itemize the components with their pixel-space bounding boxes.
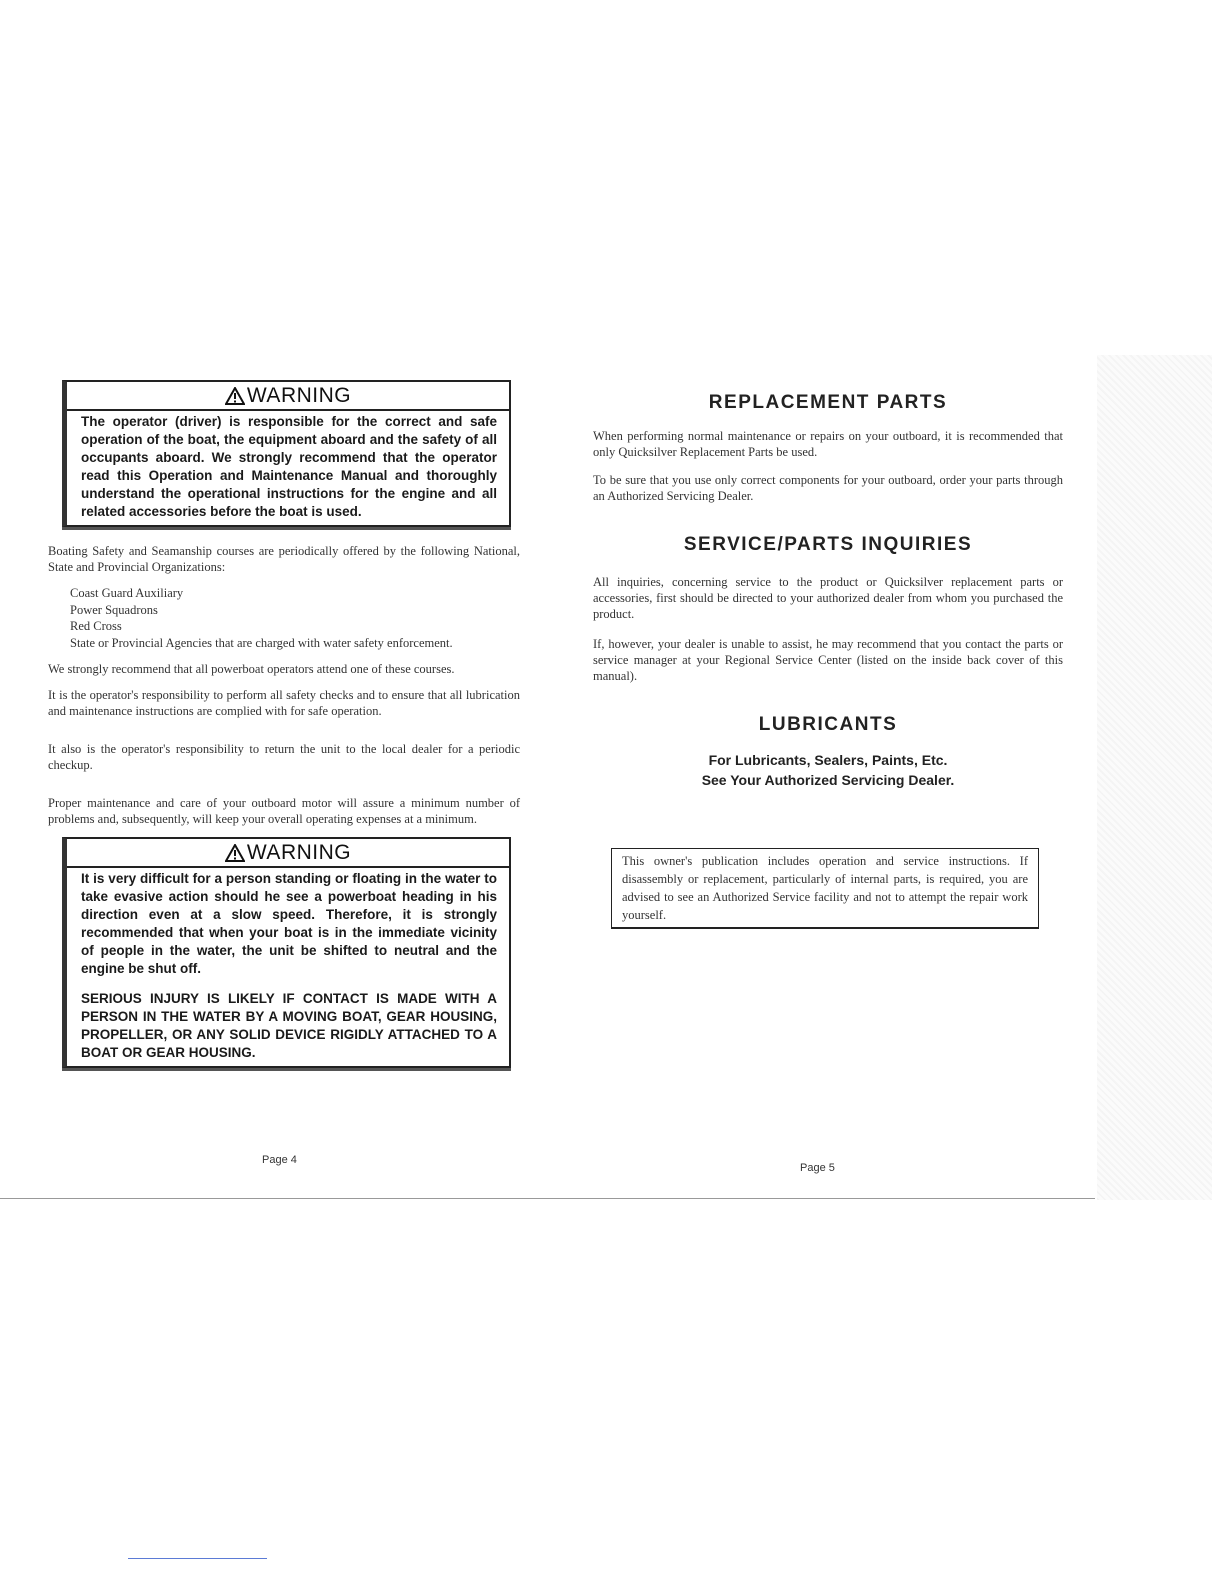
warning-text: It is very difficult for a person standing or floating in the water to take evasive action should he see a powerboat heading in his direction even at a slow speed. Therefore, it is strongly recommended that when your boat is in the immediate vicinity of people in the water, the unit be shifted to neutral and the engine be shut off. SERIOUS INJURY IS LIKELY IF CONTACT IS MADE WITH A PERSON IN THE WATER BY A MOVING BOAT, GEAR HOUSING, PROPELLER, OR ANY SOLID DEVICE RIGIDLY ATTACHED TO A BOAT OR GEAR HOUSING. (81, 871, 497, 1060)
list-item: Coast Guard Auxiliary (70, 586, 184, 600)
list-item: Power Squadrons (70, 602, 158, 617)
warning-box-operator (62, 380, 511, 527)
replacement-paragraph-2: To be sure that you use only correct components for your outboard, order your parts through an Authorized Servicing Dealer. (593, 473, 1063, 503)
inquiries-paragraph-1: All inquiries, concerning service to the product or Quicksilver replacement parts or accessories, first should be directed to your authorized dealer from whom you purchased the product. (593, 575, 1063, 621)
maintenance-paragraph: Proper maintenance and care of your outboard motor will assure a minimum number of problems and, subsequently, will keep your overall operating expenses at a minimum. (48, 796, 520, 826)
lubricants-heading: LUBRICANTS (758, 714, 898, 735)
inquiries-paragraph-2: If, however, your dealer is unable to assist, he may recommend that you contact the parts or service manager at your Regional Service Center (listed on the inside back cover of this manual). (593, 637, 1063, 683)
courses-intro: Boating Safety and Seamanship courses are periodically offered by the following National, State and Provincial Organizations: (48, 544, 520, 574)
warning-triangle-icon (225, 387, 245, 405)
right-page (593, 380, 1063, 929)
page-number-left: Page 4 (262, 1154, 297, 1166)
service-notice-box: This owner's publication includes operation and service instructions. If disassembly or replacement, particularly of internal parts, is required, you are advised to see an Authorized Service facility and not to attempt the repair work yourself. (611, 848, 1039, 929)
warning-text: The operator (driver) is responsible for the correct and safe operation of the boat, the equipment aboard and the safety of all occupants aboard. We strongly recommend that the operator read this Operation and Maintenance Manual and thoroughly understand the operational instructions for the engine and all related accessories before the boat is used. (81, 414, 497, 519)
warning-title: WARNING (67, 839, 509, 868)
bottom-mark-line (128, 1558, 267, 1559)
organizations-list (70, 585, 520, 651)
left-page (48, 380, 520, 1068)
replacement-parts-heading: REPLACEMENT PARTS (708, 392, 948, 413)
recommend-paragraph: We strongly recommend that all powerboat operators attend one of these courses. (48, 662, 455, 676)
page-number-right: Page 5 (800, 1162, 835, 1174)
warning-box-swimmers (62, 837, 511, 1068)
checkup-paragraph: It also is the operator's responsibility to return the unit to the local dealer for a periodic checkup. (48, 742, 520, 772)
replacement-paragraph-1: When performing normal maintenance or repairs on your outboard, it is recommended that only Quicksilver Replacement Parts be used. (593, 429, 1063, 459)
warning-triangle-icon (225, 844, 245, 862)
service-inquiries-heading: SERVICE/PARTS INQUIRIES (683, 534, 973, 555)
page-edge-shading (1097, 355, 1212, 1200)
lubricants-instructions: For Lubricants, Sealers, Paints, Etc. See Your Authorized Servicing Dealer. (701, 752, 955, 788)
responsibility-paragraph: It is the operator's responsibility to perform all safety checks and to ensure that all lubrication and maintenance instructions are complied with for safe operation. (48, 688, 520, 718)
page-bottom-edge-line (0, 1198, 1095, 1199)
list-item: State or Provincial Agencies that are charged with water safety enforcement. (70, 635, 453, 650)
list-item: Red Cross (70, 619, 122, 633)
warning-title: WARNING (67, 382, 509, 411)
